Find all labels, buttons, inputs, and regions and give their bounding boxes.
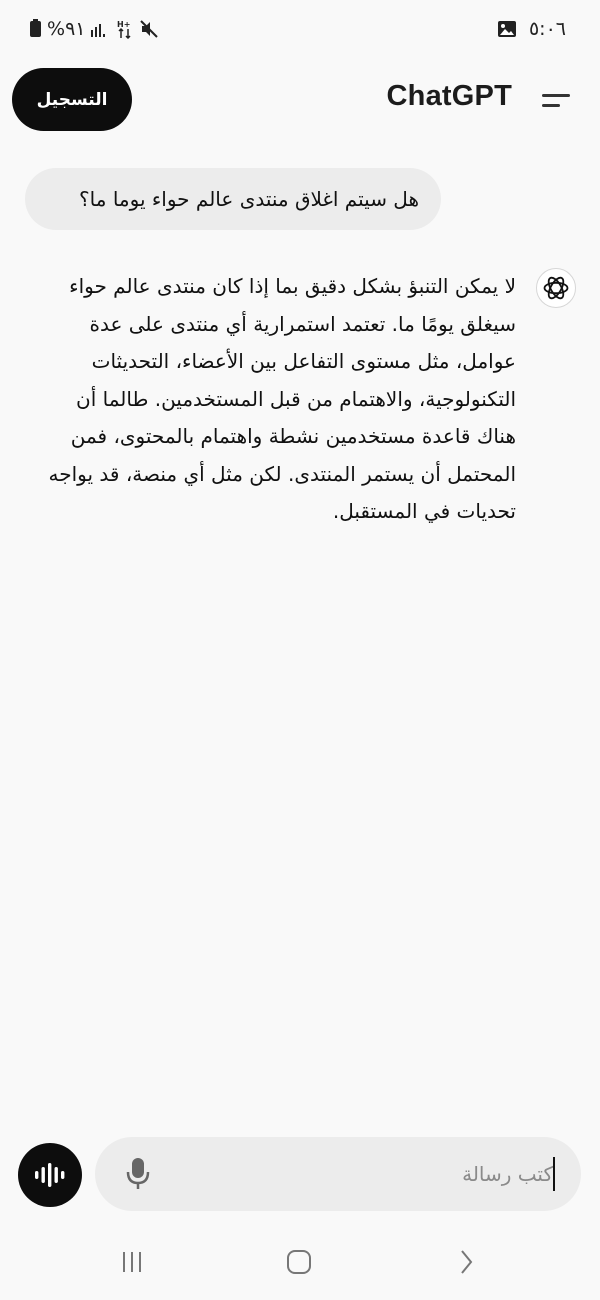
- battery-icon: [30, 21, 41, 37]
- user-message: [25, 168, 441, 230]
- mute-icon: [139, 19, 159, 39]
- voice-wave-icon: [33, 1162, 67, 1188]
- svg-text:H+: H+: [117, 20, 131, 29]
- signup-button[interactable]: التسجيل: [12, 68, 132, 131]
- voice-mode-button[interactable]: [18, 1143, 82, 1207]
- app-title[interactable]: ChatGPT: [386, 80, 512, 112]
- openai-logo-icon: [536, 268, 576, 308]
- signal-icon: [91, 21, 111, 37]
- system-nav-bar: [0, 1230, 600, 1290]
- user-message-text: هل سيتم اغلاق منتدى عالم حواء يوما ما؟: [79, 187, 419, 211]
- recents-icon[interactable]: [114, 1246, 150, 1278]
- status-left: [30, 18, 159, 40]
- status-bar: [0, 0, 600, 62]
- status-right: [497, 18, 566, 40]
- menu-icon[interactable]: [540, 86, 572, 114]
- battery-percent: %٩١: [47, 18, 86, 40]
- mic-icon[interactable]: [125, 1157, 151, 1191]
- app-header: [0, 68, 600, 132]
- home-icon[interactable]: [281, 1246, 317, 1278]
- assistant-message: لا يمكن التنبؤ بشكل دقيق بما إذا كان منتدى عالم حواء سيغلق يومًا ما. تعتمد استمرارية أي منتدى على عدة عوامل، مثل مستوى التفاعل بين الأعضاء، التحديثات التكنولوجية، والاهتمام من قبل المستخدمين. طالما أن هناك قاعدة مستخدمين نشطة واهتمام بالمحتوى، فمن المحتمل أن يستمر المنتدى. لكن مثل أي منصة، قد يواجه تحديات في المستقبل.: [48, 274, 516, 523]
- clock: ٥:٠٦: [528, 18, 566, 40]
- text-cursor: [553, 1157, 555, 1191]
- message-input[interactable]: [173, 1155, 553, 1193]
- image-notification-icon: [497, 20, 517, 38]
- data-arrows-icon: [117, 19, 133, 39]
- composer[interactable]: [95, 1137, 581, 1211]
- back-icon[interactable]: [448, 1246, 484, 1278]
